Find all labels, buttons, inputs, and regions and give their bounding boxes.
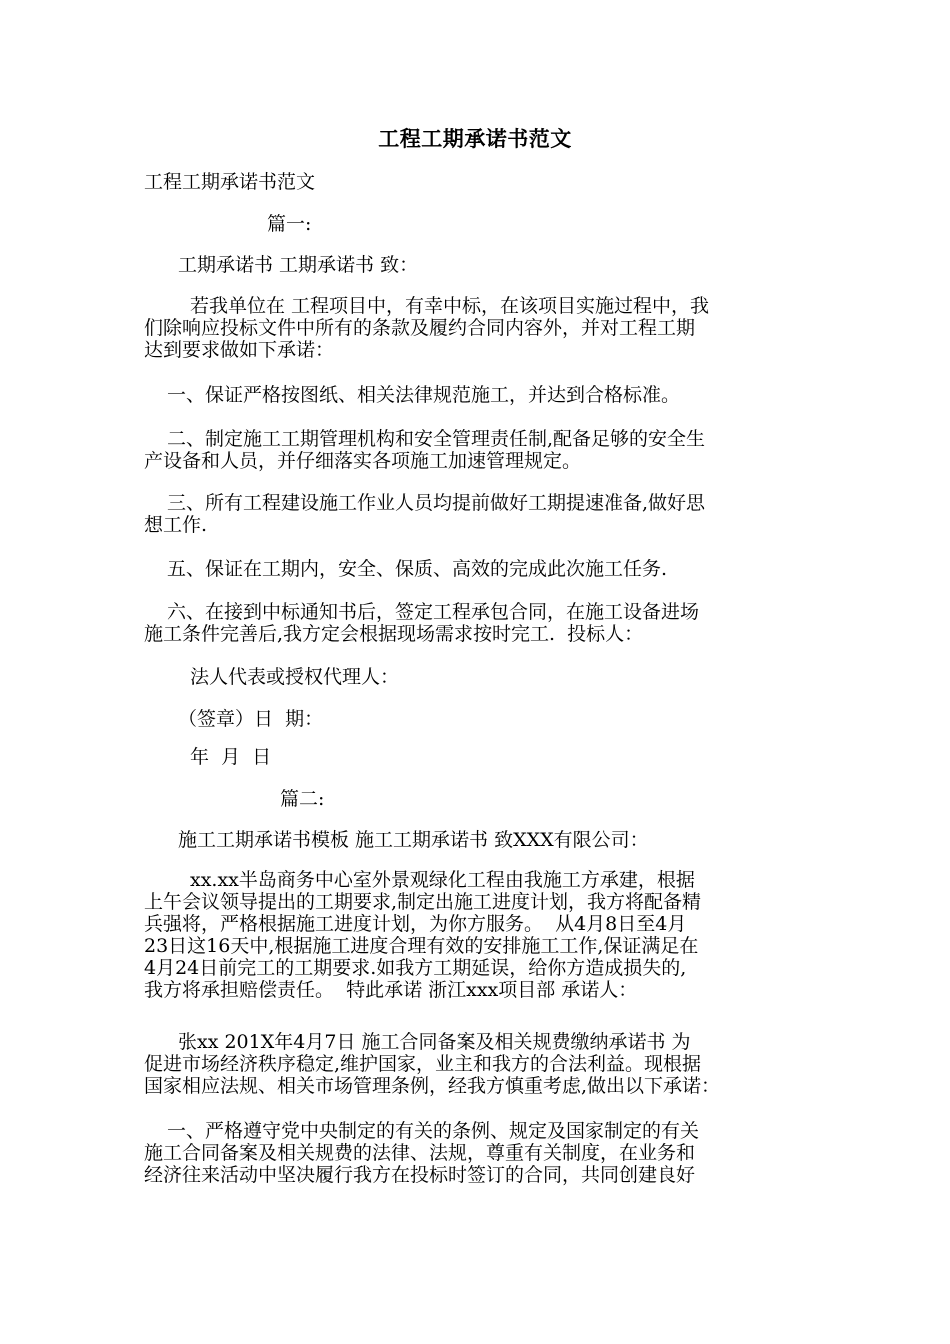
paragraph-line: 我方将承担赔偿责任。 特此承诺 浙江xxx项目部 承诺人： [144,979,638,1001]
commitment-item-5: 五、保证在工期内，安全、保质、高效的完成此次施工任务. [167,558,668,580]
paragraph-line: 23日这16天中,根据施工进度合理有效的安排施工工作,保证满足在 [144,935,699,957]
paragraph-line: 4月24日前完工的工期要求.如我方工期延误，给你方造成损失的, [144,957,687,979]
paragraph-line: 施工合同备案及相关规费的法律、法规，尊重有关制度，在业务和 [144,1142,696,1164]
section2-heading: 篇二: [280,788,325,810]
seal-date-line: （签章）日 期： [178,708,324,730]
paragraph-line: 经济往来活动中坚决履行我方在投标时签订的合同，共同创建良好 [144,1164,696,1186]
paragraph-line: 施工条件完善后,我方定会根据现场需求按时完工. 投标人： [144,623,644,645]
paragraph-line: 张xx 201X年4月7日 施工合同备案及相关规费缴纳承诺书 为 [178,1031,691,1053]
paragraph-line: 若我单位在 工程项目中，有幸中标，在该项目实施过程中，我 [190,295,710,317]
paragraph-line: 二、制定施工工期管理机构和安全管理责任制,配备足够的安全生 [167,428,706,450]
year-month-day-line: 年 月 日 [190,746,272,768]
document-title: 工程工期承诺书范文 [378,126,572,151]
section2-addressee: 施工工期承诺书模板 施工工期承诺书 致XXX有限公司： [178,829,649,851]
paragraph-line: 想工作. [144,514,208,536]
paragraph-line: 上午会议领导提出的工期要求,制定出施工进度计划，我方将配备精 [144,891,702,913]
paragraph-line: 们除响应投标文件中所有的条款及履约合同内容外，并对工程工期 [144,317,696,339]
paragraph-line: 六、在接到中标通知书后，签定工程承包合同，在施工设备进场 [167,601,700,623]
paragraph-line: 兵强将，严格根据施工进度计划，为你方服务。 从4月8日至4月 [144,913,687,935]
paragraph-line: 三、所有工程建设施工作业人员均提前做好工期提速准备,做好思 [167,492,706,514]
section1-heading: 篇一: [267,213,312,235]
paragraph-line: 产设备和人员，并仔细落实各项施工加速管理规定。 [144,450,582,472]
paragraph-line: 一、严格遵守党中央制定的有关的条例、规定及国家制定的有关 [167,1120,700,1142]
section1-addressee: 工期承诺书 工期承诺书 致： [178,254,419,276]
paragraph-line: 达到要求做如下承诺： [144,339,335,361]
paragraph-line: 国家相应法规、相关市场管理条例，经我方慎重考虑,做出以下承诺： [144,1075,721,1097]
commitment-item-1: 一、保证严格按图纸、相关法律规范施工，并达到合格标准。 [167,384,681,406]
paragraph-line: 促进市场经济秩序稳定,维护国家，业主和我方的合法利益。现根据 [144,1053,702,1075]
paragraph-line: xx.xx半岛商务中心室外景观绿化工程由我施工方承建，根据 [190,869,695,891]
document-subtitle: 工程工期承诺书范文 [144,171,316,193]
legal-representative-line: 法人代表或授权代理人： [190,666,400,688]
